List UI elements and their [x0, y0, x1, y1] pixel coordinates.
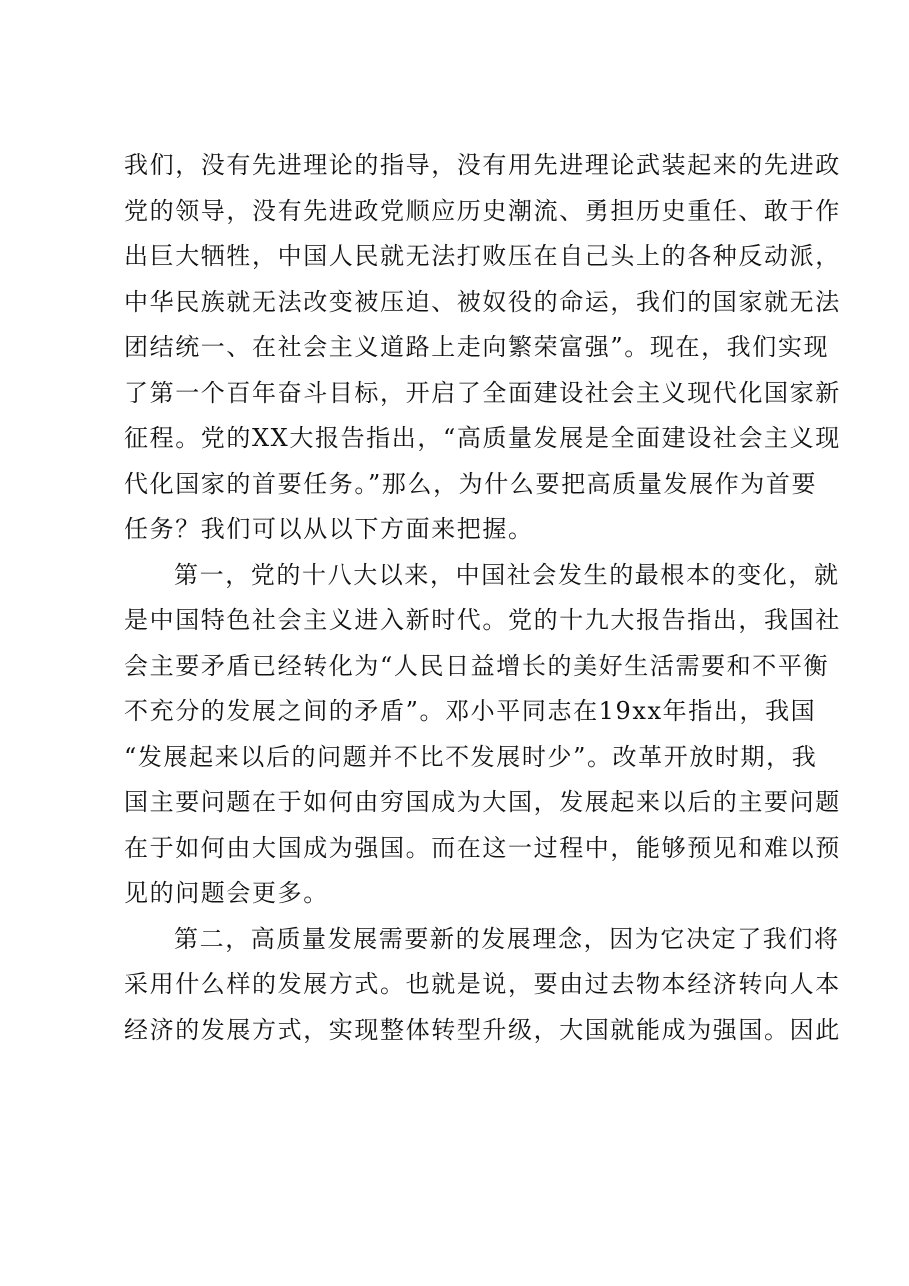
body-text — [124, 143, 841, 1053]
text-line-14: “发展起来以后的问题并不比不发展时少”。改革开放时期，我 — [124, 742, 818, 771]
text-line-20: 经济的发展方式，实现整体转型升级，大国就能成为强国。因此 — [124, 1015, 841, 1044]
paragraph-first-line-2: 第二，高质量发展需要新的发展理念，因为它决定了我们将 — [174, 924, 840, 953]
text-line-13: 不充分的发展之间的矛盾”。邓小平同志在19xx年指出，我国 — [124, 697, 817, 725]
text-line-1: 我们，没有先进理论的指导，没有用先进理论武装起来的先进政 — [124, 151, 841, 179]
text-line-16: 在于如何由大国成为强国。而在这一过程中，能够预见和难以预 — [124, 833, 841, 862]
text-line-12: 会主要矛盾已经转化为“人民日益增长的美好生活需要和不平衡 — [124, 651, 830, 680]
text-line-8: 代化国家的首要任务。”那么，为什么要把高质量发展作为首要 — [124, 469, 818, 498]
text-line-17: 见的问题会更多。 — [124, 879, 329, 907]
text-line-5: 团结统一、在社会主义道路上走向繁荣富强”。现在，我们实现 — [124, 333, 830, 361]
text-line-9: 任务？我们可以从以下方面来把握。 — [124, 515, 534, 543]
text-line-19: 采用什么样的发展方式。也就是说，要由过去物本经济转向人本 — [124, 970, 841, 998]
paragraph-first-line-1: 第一，党的十八大以来，中国社会发生的最根本的变化，就 — [174, 560, 840, 589]
text-line-2: 党的领导，没有先进政党顺应历史潮流、勇担历史重任、敢于作 — [124, 196, 841, 225]
text-line-3: 出巨大牺牲，中国人民就无法打败压在自己头上的各种反动派， — [124, 242, 841, 270]
text-line-11: 是中国特色社会主义进入新时代。党的十九大报告指出，我国社 — [124, 606, 841, 634]
text-line-15: 国主要问题在于如何由穷国成为大国，发展起来以后的主要问题 — [124, 788, 841, 816]
text-line-6: 了第一个百年奋斗目标，开启了全面建设社会主义现代化国家新 — [124, 378, 841, 407]
text-line-4: 中华民族就无法改变被压迫、被奴役的命运，我们的国家就无法 — [124, 287, 841, 316]
text-line-7: 征程。党的XX大报告指出，“高质量发展是全面建设社会主义现 — [124, 424, 841, 452]
